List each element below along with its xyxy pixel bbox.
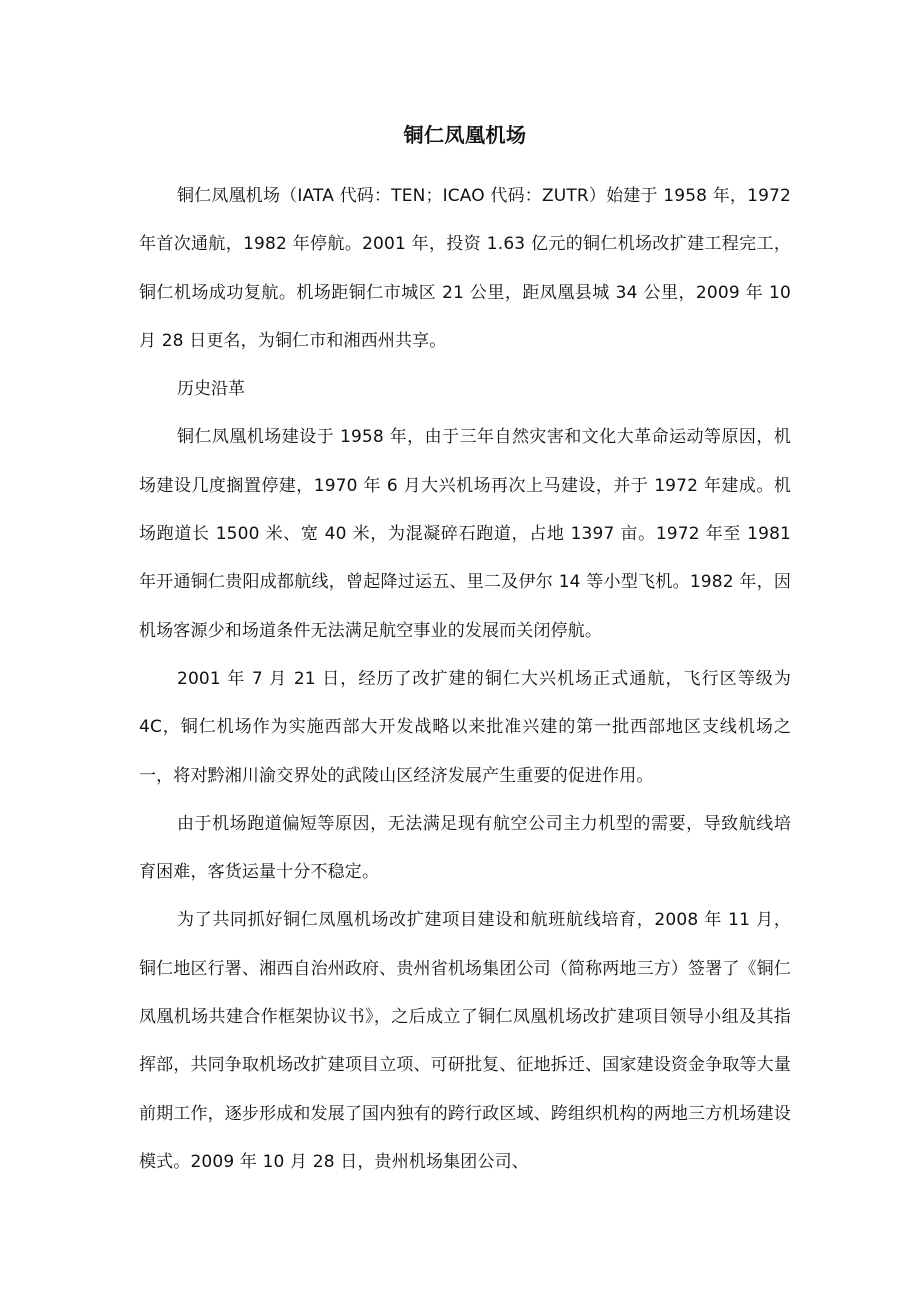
- document-title: 铜仁凤凰机场: [403, 123, 527, 147]
- paragraph-history-1958: 铜仁凤凰机场建设于 1958 年，由于三年自然灾害和文化大革命运动等原因，机场建设几度搁置停建，1970 年 6 月大兴机场再次上马建设，并于 1972 年建成。机场跑道长 1500 米、宽 40 米，为混凝碎石跑道，占地 1397 亩。1972 年至 1981 年开通铜仁贵阳成都航线，曾起降过运五、里二及伊尔 14 等小型飞机。1982 年，因机场客源少和场道条件无法满足航空事业的发展而关闭停航。: [139, 427, 791, 641]
- paragraph-history-2001: 2001 年 7 月 21 日，经历了改扩建的铜仁大兴机场正式通航，飞行区等级为 4C，铜仁机场作为实施西部大开发战略以来批准兴建的第一批西部地区支线机场之一，将对黔湘川渝交界处的武陵山区经济发展产生重要的促进作用。: [139, 668, 791, 786]
- document-body: [139, 118, 791, 1186]
- section-heading-history: 历史沿革: [177, 379, 245, 400]
- paragraph-cooperation: 为了共同抓好铜仁凤凰机场改扩建项目建设和航班航线培育，2008 年 11 月，铜仁地区行署、湘西自治州政府、贵州省机场集团公司（简称两地三方）签署了《铜仁凤凰机场共建合作框架协议书》，之后成立了铜仁凤凰机场改扩建项目领导小组及其指挥部，共同争取机场改扩建项目立项、可研批复、征地拆迁、国家建设资金争取等大量前期工作，逐步形成和发展了国内独有的跨行政区域、跨组织机构的两地三方机场建设模式。2009 年 10 月 28 日，贵州机场集团公司、: [139, 910, 791, 1172]
- paragraph-intro: 铜仁凤凰机场（IATA 代码：TEN；ICAO 代码：ZUTR）始建于 1958 年，1972 年首次通航，1982 年停航。2001 年，投资 1.63 亿元的铜仁机场改扩建工程完工，铜仁机场成功复航。机场距铜仁市城区 21 公里，距凤凰县城 34 公里，2009 年 10 月 28 日更名，为铜仁市和湘西州共享。: [139, 186, 791, 351]
- paragraph-runway-issue: 由于机场跑道偏短等原因，无法满足现有航空公司主力机型的需要，导致航线培育困难，客货运量十分不稳定。: [139, 813, 791, 883]
